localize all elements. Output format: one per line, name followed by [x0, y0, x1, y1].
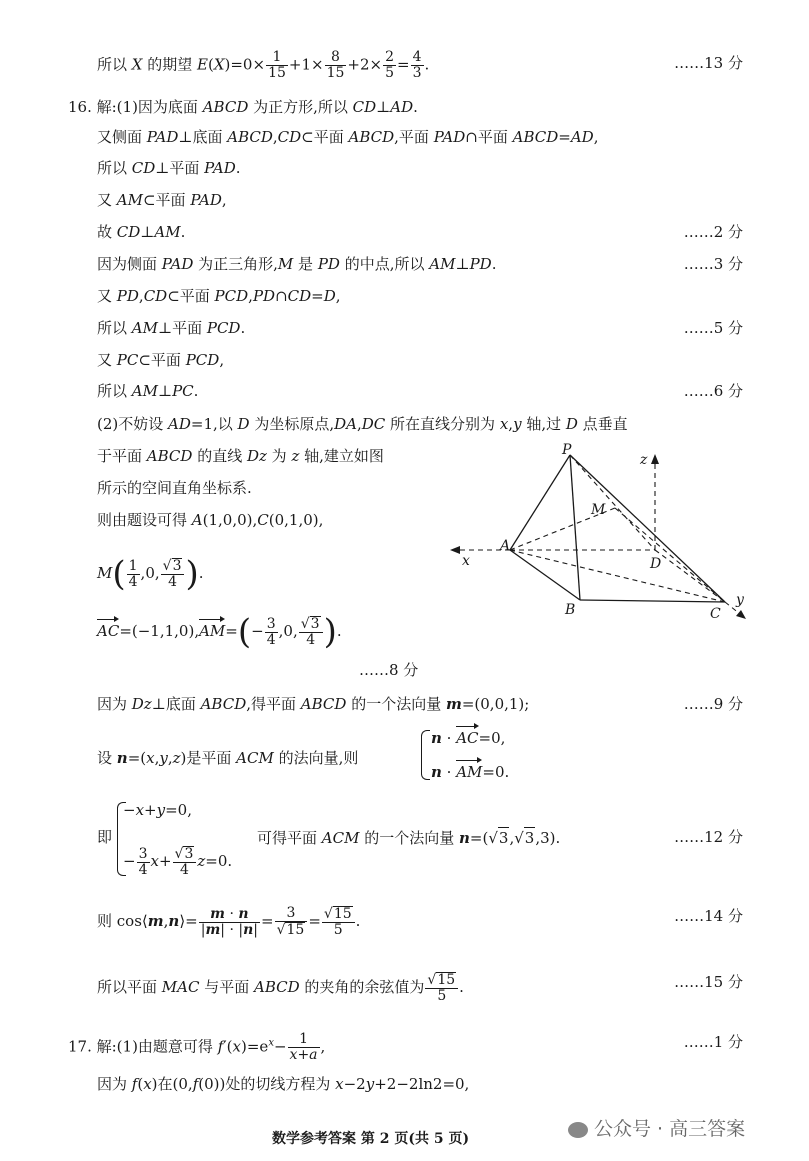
edge-pb: [570, 455, 580, 600]
score-9: ……9 分: [683, 695, 743, 713]
edge-ac: [510, 550, 725, 602]
label-x: x: [462, 553, 470, 569]
page-footer: 数学参考答案 第 2 页(共 5 页): [272, 1131, 470, 1147]
q16-part2-line4: 则由题设可得 A(1,0,0),C(0,1,0),: [97, 511, 324, 529]
q16-line4: 所以 CD⊥平面 PAD.: [97, 159, 241, 177]
q16-part2-line1: (2)不妨设 AD=1,以 D 为坐标原点,DA,DC 所在直线分别为 x,y 轴,过 D 点垂直: [97, 415, 628, 433]
system2-eq1: −x+y=0,: [123, 801, 192, 819]
q17-part1-line1: 17. 解:(1)由题意可得 $f'(x)=e^x-$ $\frac{1}{x+a}$ ,: [68, 1031, 326, 1063]
q16-line10: 又 PC⊂平面 PCD,: [97, 351, 225, 369]
q16-line3: 又侧面 PAD⊥底面 ABCD,CD⊂平面 ABCD,平面 PAD∩平面 ABCD=AD,: [97, 128, 599, 146]
watermark: [568, 1114, 745, 1141]
label-c: C: [710, 606, 721, 622]
expectation-line: 所以 X 的期望 E(X)=0× $\frac{1}{15}$ +1× $\frac{8}{15}$ +2× $\frac{2}{5}$ = $\frac{4}{3}$ .: [97, 49, 430, 81]
axis-z-arrow: [651, 454, 659, 464]
system2-eq2: − $\frac{3}{4}$ x+ $\frac{√3}{4}$ z=0.: [123, 845, 233, 878]
edge-pc: [570, 455, 725, 602]
label-p: P: [562, 442, 572, 458]
normal-n-setup: 设 n=(x,y,z)是平面 ACM 的法向量,则: [97, 749, 359, 767]
system-brace-1: [421, 730, 430, 780]
q16-line6: 故 CD⊥AM.: [97, 223, 186, 241]
q16-part2-line2: 于平面 ABCD 的直线 Dz 为 z 轴,建立如图: [97, 447, 384, 465]
system2-label: 即: [97, 828, 113, 846]
q16-line5: 又 AM⊂平面 PAD,: [97, 191, 227, 209]
q16-part1-line1: 16. 解:(1)因为底面 ABCD 为正方形,所以 CD⊥AD.: [68, 98, 418, 116]
normal-m-line: 因为 Dz⊥底面 ABCD,得平面 ABCD 的一个法向量 m=(0,0,1);: [97, 695, 530, 713]
vectors-line: AC=(−1,1,0),AM=(− $\frac{3}{4}$ ,0, $\frac{√3}{4}$ ).: [97, 612, 342, 652]
edge-bc: [580, 600, 725, 602]
edge-pa: [510, 455, 570, 550]
label-d: D: [650, 556, 662, 572]
edge-pd: [570, 455, 655, 550]
q16-line7: 因为侧面 PAD 为正三角形,M 是 PD 的中点,所以 AM⊥PD.: [97, 255, 497, 273]
score-8-line: ……8 分: [359, 661, 419, 679]
score-6: ……6 分: [683, 382, 743, 400]
label-a: A: [500, 538, 511, 554]
score-14: ……14 分: [674, 907, 743, 925]
label-b: B: [565, 602, 576, 618]
edge-ab: [510, 550, 580, 600]
score-3: ……3 分: [683, 255, 743, 273]
score-2: ……2 分: [683, 223, 743, 241]
wechat-icon: [568, 1122, 588, 1138]
q16-line11: 所以 AM⊥PC.: [97, 382, 199, 400]
q16-part2-line3: 所示的空间直角坐标系.: [97, 479, 252, 497]
point-m-line: M( $\frac{1}{4}$ ,0, $\frac{√3}{4}$ ).: [97, 554, 204, 594]
q17-line2: 因为 f(x)在(0,f(0))处的切线方程为 x−2y+2−2ln2=0,: [97, 1075, 470, 1093]
label-y: y: [736, 592, 744, 608]
score-12: ……12 分: [674, 828, 743, 846]
edge-dc: [655, 550, 725, 602]
q16-line8: 又 PD,CD⊂平面 PCD,PD∩CD=D,: [97, 287, 341, 305]
axis-y-arrow: [736, 610, 746, 619]
score-5: ……5 分: [683, 319, 743, 337]
axis-x-arrow: [450, 546, 460, 554]
watermark-text: 公众号 · 高三答案: [594, 1118, 746, 1140]
label-z: z: [640, 452, 648, 468]
cosine-line: 则 cos⟨m,n⟩= $\frac{m \cdot n}{|m| \cdot |n|}$ = $\frac{3}{√15}$ = $\frac{√15}{5}$ .: [97, 905, 361, 938]
normal-n-result: 可得平面 ACM 的一个法向量 n=(√3,√3,3).: [257, 829, 561, 847]
system1-eq2: n · AM=0.: [431, 763, 510, 781]
score-13: ……13 分: [674, 54, 743, 72]
q16-line9: 所以 AM⊥平面 PCD.: [97, 319, 246, 337]
label-m: M: [591, 502, 606, 518]
score-15: ……15 分: [674, 973, 743, 991]
score-1: ……1 分: [683, 1033, 743, 1051]
pyramid-figure: [440, 440, 760, 640]
edge-mc: [615, 508, 725, 602]
conclusion-line: 所以平面 MAC 与平面 ABCD 的夹角的余弦值为 $\frac{√15}{5}$ .: [97, 972, 464, 1004]
system1-eq1: n · AC=0,: [431, 729, 506, 747]
